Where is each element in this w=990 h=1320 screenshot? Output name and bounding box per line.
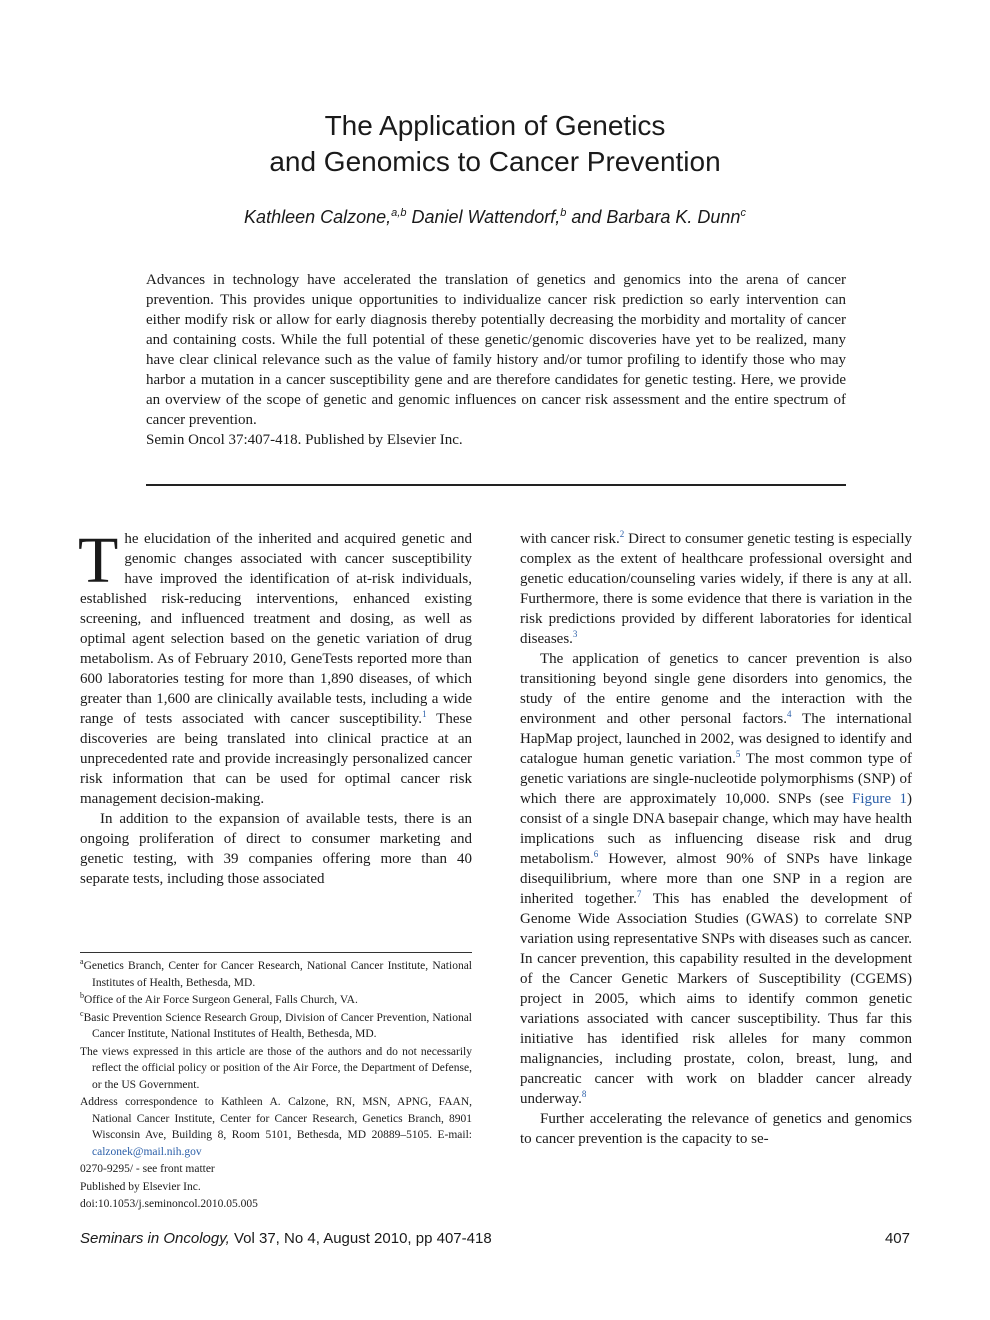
abstract [146, 270, 846, 450]
correspondence-text: Address correspondence to Kathleen A. Calzone, RN, MSN, APNG, FAAN, National Cancer Institute, Center for Cancer Research, Genetics Branch, 8901 Wisconsin Ave, Building 8, Room 5101, Bethesda, MD 20889–5105. E-mail: [80, 1096, 472, 1141]
footnote-text: Genetics Branch, Center for Cancer Research, National Cancer Institute, National Institutes of Health, Bethesda, MD. [83, 960, 472, 989]
body-text: with cancer risk. [520, 531, 620, 547]
figure-link[interactable]: Figure 1 [852, 791, 907, 807]
affiliation-footnote [80, 992, 472, 1009]
intro-text-2: These discoveries are being translated into clinical practice at an unprecedented rate and provide increasingly personalized cancer risk information that can be used for optimal cancer risk management decision-making. [80, 711, 473, 807]
author-name: Daniel Wattendorf, [406, 207, 561, 227]
left-column [78, 524, 473, 889]
publisher-line: Published by Elsevier Inc. [80, 1180, 201, 1193]
body-text: The international HapMap project, launched in 2002, was designed to identify and catalogue human genetic variation. [520, 711, 912, 767]
journal-name: Seminars in Oncology, [80, 1230, 230, 1247]
article-title [0, 108, 990, 180]
title-line-1: The Application of Genetics [324, 110, 666, 141]
reference-link[interactable]: 2 [619, 529, 625, 539]
reference-link[interactable]: 1 [422, 709, 427, 719]
body-paragraph: Further accelerating the relevance of genetics and genomics to cancer prevention is the capacity to se- [520, 1111, 912, 1147]
author-affiliation: c [740, 207, 746, 219]
body-text: This has enabled the development of Genome Wide Association Studies (GWAS) to correlate SNP variation using representative SNPs with diseases such as cancer. In cancer prevention, this capability resulted in the development of the Cancer Genetic Markers of Susceptibility (CGEMS) project in 2005, which aims to identify common genetic variations associated with cancer susceptibility. Thus far this initiative has identified risk alleles for many common malignancies, including prostate, colon, breast, lung, and pancreatic cancer with work on bladder cancer already underway. [520, 891, 912, 1107]
footnote-marker: b [80, 991, 84, 1001]
footnote-text: Office of the Air Force Surgeon General, Falls Church, VA. [84, 994, 358, 1006]
title-line-2: and Genomics to Cancer Prevention [269, 146, 721, 177]
footnotes [80, 958, 472, 1214]
body-text: The application of genetics to cancer prevention is also transitioning beyond single gene disorders into genomics, the study of the entire genome and the interaction with the environment and other personal factors. [520, 651, 912, 727]
body-text: ) consist of a single DNA basepair change, which may have health implications such as influencing disease risk and drug metabolism. [520, 791, 912, 867]
page-number: 407 [884, 1230, 910, 1247]
body-paragraph [520, 649, 912, 1109]
footnote-divider [80, 952, 472, 953]
intro-text-1: he elucidation of the inherited and acquired genetic and genomic changes associated with cancer susceptibility have improved the identification of at-risk individuals, established risk-reducing interventions, enhanced existing screening, and influenced treatment and dosing, as well as optimal agent selection based on the genetic variation of drug metabolism. As of February 2010, GeneTests reported more than 600 laboratories testing for more than 1,890 diseases, of which greater than 1,600 are clinically available tests, including a wide range of tests associated with cancer susceptibility. [80, 531, 472, 727]
email-link[interactable]: calzonek@mail.nih.gov [92, 1145, 202, 1158]
intro-paragraph [78, 524, 473, 809]
issn-line: 0270-9295/ - see front matter [80, 1163, 215, 1175]
drop-cap: T [78, 524, 119, 597]
reference-link[interactable]: 3 [572, 629, 578, 639]
reference-link[interactable]: 8 [581, 1089, 587, 1099]
doi-line: doi:10.1053/j.seminoncol.2010.05.005 [80, 1198, 258, 1210]
author-affiliation: b [560, 207, 567, 219]
author-name: and Barbara K. Dunn [566, 207, 741, 227]
abstract-text: Advances in technology have accelerated the translation of genetics and genomics into the arena of cancer prevention. This provides unique opportunities to individualize cancer risk prediction so early intervention can either modify risk or allow for early diagnosis thereby potentially decreasing the morbidity and mortality of cancer and containing costs. While the full potential of these genetic/genomic discoveries have yet to be realized, many have clear clinical relevance such as the value of family history and/or tumor profiling to identify those who may harbor a mutation in a cancer susceptibility gene and are therefore candidates for genetic testing. Here, we provide an overview of the scope of genetic and genomic influences on cancer risk assessment and the entire spectrum of cancer prevention. [146, 272, 846, 428]
body-text: Direct to consumer genetic testing is especially complex as the extent of healthcare professional oversight and genetic education/counseling varies widely, if there is any at all. Furthermore, there is some evidence that there is variation in the risk predictions provided by different laboratories for identical diseases. [520, 531, 912, 647]
reference-link[interactable]: 4 [786, 709, 792, 719]
correspondence-footnote [80, 1094, 472, 1160]
footnote-marker: c [80, 1008, 84, 1018]
abstract-divider [146, 484, 846, 486]
journal-footer [80, 1230, 492, 1247]
body-paragraph [520, 529, 912, 649]
affiliation-footnote [80, 958, 472, 991]
reference-link[interactable]: 7 [636, 889, 642, 899]
issue-info: Vol 37, No 4, August 2010, pp 407-418 [229, 1230, 492, 1247]
disclaimer-footnote: The views expressed in this article are those of the authors and do not necessarily reflect the official policy or position of the Air Force, the Department of Defense, or the US Government. [80, 1045, 472, 1091]
author-affiliation: a,b [391, 207, 407, 219]
reference-link[interactable]: 6 [593, 849, 599, 859]
body-text: The most common type of genetic variations are single-nucleotide polymorphisms (SNP) of which there are approximately 10,000. SNPs (see [520, 751, 912, 807]
body-paragraph: In addition to the expansion of available tests, there is an ongoing proliferation of direct to consumer marketing and genetic testing, with 39 companies offering more than 40 separate tests, including those associated [80, 811, 472, 887]
footnote-text: Basic Prevention Science Research Group, Division of Cancer Prevention, National Cancer Institute, National Institutes of Health, Bethesda, MD. [83, 1011, 472, 1040]
author-name: Kathleen Calzone, [244, 207, 392, 227]
reference-link[interactable]: 5 [735, 749, 741, 759]
affiliation-footnote [80, 1010, 472, 1043]
body-text: However, almost 90% of SNPs have linkage disequilibrium, where more than one SNP in a region are inherited together. [520, 851, 912, 907]
footnote-marker: a [80, 957, 84, 967]
right-column [520, 529, 912, 1149]
author-list [0, 204, 990, 230]
abstract-citation: Semin Oncol 37:407-418. Published by Elsevier Inc. [146, 432, 463, 448]
